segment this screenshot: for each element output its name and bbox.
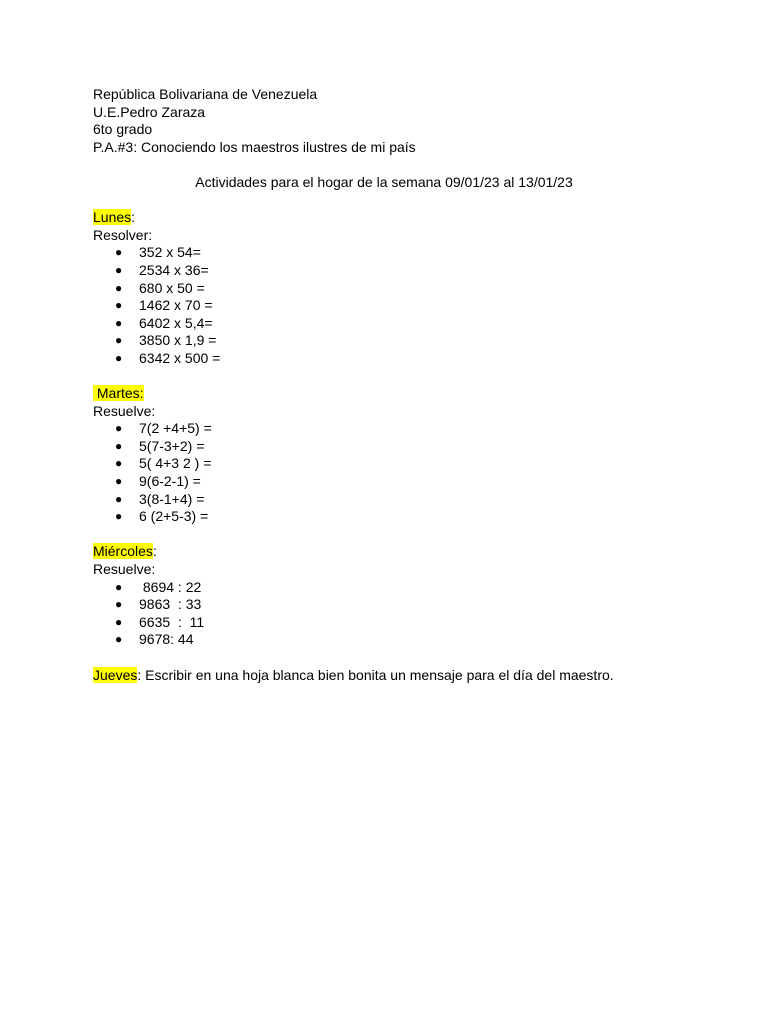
bullet-icon: ● xyxy=(115,280,123,295)
section-lunes-instruction: Resolver: xyxy=(93,226,153,243)
day-label-martes: Martes: xyxy=(93,385,144,402)
day-label-miercoles-suffix: : xyxy=(152,543,157,560)
list-item: ● 6 (2+5-3) = xyxy=(115,508,209,525)
page-title: Actividades para el hogar de la semana 09/01/23 al 13/01/23 xyxy=(195,173,573,190)
list-item: ● 6402 x 5,4= xyxy=(115,314,213,331)
bullet-icon: ● xyxy=(115,421,123,436)
bullet-icon: ● xyxy=(115,456,123,471)
bullet-icon: ● xyxy=(115,350,123,365)
header-project: P.A.#3: Conociendo los maestros ilustres de mi país xyxy=(93,138,416,155)
list-martes xyxy=(93,420,693,526)
bullet-icon: ● xyxy=(115,597,123,612)
list-item: ● 2534 x 36= xyxy=(115,261,209,278)
jueves-text: : Escribir en una hoja blanca bien bonita un mensaje para el día del maestro. xyxy=(137,666,614,683)
header-grade: 6to grado xyxy=(93,121,153,138)
list-item: ● 6342 x 500 = xyxy=(115,349,221,366)
bullet-icon: ● xyxy=(115,614,123,629)
header-country: República Bolivariana de Venezuela xyxy=(93,86,318,102)
list-item: ● 9(6-2-1) = xyxy=(115,473,201,490)
bullet-icon: ● xyxy=(115,298,123,313)
document-content xyxy=(93,86,693,684)
list-item: ● 1462 x 70 = xyxy=(115,297,213,314)
list-item: ● 7(2 +4+5) = xyxy=(115,420,212,437)
list-miercoles xyxy=(93,579,693,649)
list-item: ● 5(7-3+2) = xyxy=(115,437,205,454)
day-label-miercoles: Miércoles xyxy=(93,543,153,560)
list-item: ● 352 x 54= xyxy=(115,244,201,261)
section-miercoles-instruction: Resuelve: xyxy=(93,561,156,578)
bullet-icon: ● xyxy=(115,474,123,489)
bullet-icon: ● xyxy=(115,632,123,647)
section-lunes-heading xyxy=(93,209,693,227)
day-label-lunes-suffix: : xyxy=(131,209,136,226)
section-miercoles-heading xyxy=(93,543,693,561)
bullet-icon: ● xyxy=(115,262,123,277)
section-jueves xyxy=(93,667,693,685)
section-martes-heading xyxy=(93,385,693,403)
list-item: ● 9863 : 33 xyxy=(115,596,202,613)
bullet-icon: ● xyxy=(115,315,123,330)
day-label-lunes: Lunes xyxy=(93,209,132,226)
list-item: ● 5( 4+3 2 ) = xyxy=(115,455,212,472)
list-lunes xyxy=(93,244,693,367)
header-school: U.E.Pedro Zaraza xyxy=(93,103,206,120)
bullet-icon: ● xyxy=(115,438,123,453)
list-item: ● 3850 x 1,9 = xyxy=(115,332,217,349)
list-item: ● 6635 : 11 xyxy=(115,613,205,630)
list-item: ● 680 x 50 = xyxy=(115,279,205,296)
section-martes-instruction: Resuelve: xyxy=(93,402,156,419)
bullet-icon: ● xyxy=(115,245,123,260)
day-label-jueves: Jueves xyxy=(93,666,138,683)
bullet-icon: ● xyxy=(115,491,123,506)
list-item: ● 3(8-1+4) = xyxy=(115,490,205,507)
bullet-icon: ● xyxy=(115,333,123,348)
bullet-icon: ● xyxy=(115,579,123,594)
list-item: ● 9678: 44 xyxy=(115,631,194,648)
list-item: ● 8694 : 22 xyxy=(115,578,202,595)
bullet-icon: ● xyxy=(115,509,123,524)
